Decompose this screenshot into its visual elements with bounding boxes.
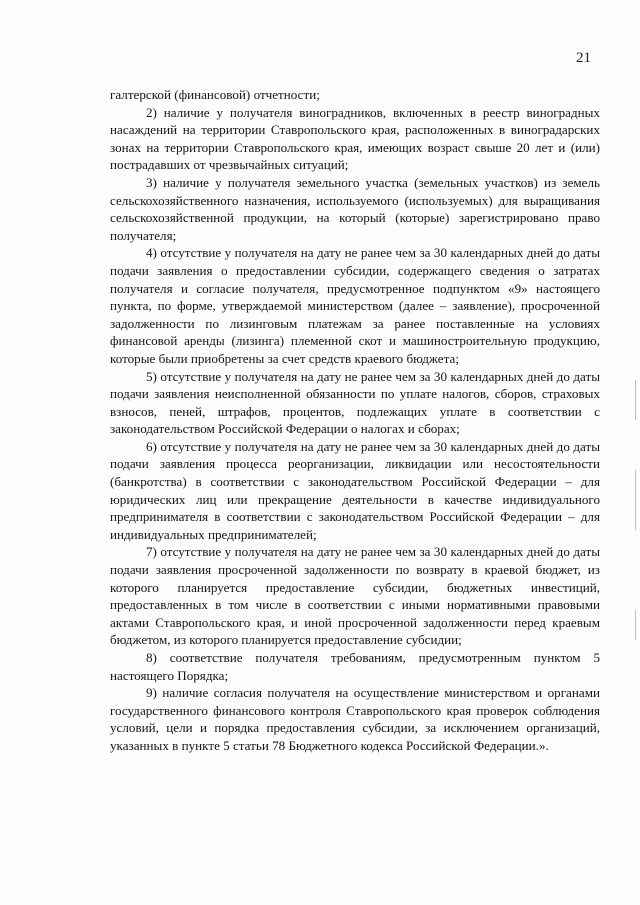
scan-edge-mark: [635, 380, 636, 420]
paragraph-item-8: 8) соответствие получателя требованиям, предусмотренным пунктом 5 настоящего Порядка;: [110, 650, 600, 683]
scan-edge-mark: [635, 610, 636, 640]
paragraph-continuation: галтерской (финансовой) отчетности;: [110, 87, 320, 102]
paragraph-item-7: 7) отсутствие у получателя на дату не ранее чем за 30 календарных дней до даты подачи заявления просроченной задолженности по возврату в краевой бюджет, из которого планируется предоставление субсидии, бюджетных инвестиций, предоставленных в том числе в соответствии с иными нормативными правовыми актами Ставропольского края, и иной просроченной задолженности перед краевым бюджетом, из которого планируется предоставление субсидии;: [110, 544, 600, 648]
paragraph-item-4: 4) отсутствие у получателя на дату не ранее чем за 30 календарных дней до даты подачи заявления о предоставлении субсидии, содержащего сведения о затратах получателя и согласие получателя, предусмотренное подпунктом «9» настоящего пункта, по форме, утверждаемой министерством (далее – заявление), просроченной задолженности по лизинговым платежам за ранее поставленные на условиях финансовой аренды (лизинга) племенной скот и машиностроительную продукцию, которые были приобретены за счет средств краевого бюджета;: [110, 245, 600, 366]
page-number: 21: [576, 50, 591, 66]
paragraph-item-6: 6) отсутствие у получателя на дату не ранее чем за 30 календарных дней до даты подачи заявления процесса реорганизации, ликвидации или несостоятельности (банкротства) в соответствии с законодательством Российской Федерации – для юридических лиц или прекращение деятельности в качестве индивидуального предпринимателя в соответствии с законодательством Российской Федерации – для индивидуальных предпринимателей;: [110, 438, 600, 542]
document-body: [110, 86, 600, 755]
paragraph-item-9: 9) наличие согласия получателя на осуществление министерством и органами государственного финансового контроля Ставропольского края проверок соблюдения условий, цели и порядка предоставления субсидии, за исключением организаций, указанных в пункте 5 статьи 78 Бюджетного кодекса Российской Федерации.».: [110, 685, 600, 753]
paragraph-item-5: 5) отсутствие у получателя на дату не ранее чем за 30 календарных дней до даты подачи заявления неисполненной обязанности по уплате налогов, сборов, страховых взносов, пеней, штрафов, процентов, подлежащих уплате в соответствии с законодательством Российской Федерации о налогах и сборах;: [110, 368, 600, 437]
scan-edge-mark: [635, 470, 636, 530]
paragraph-item-2: 2) наличие у получателя виноградников, включенных в реестр виноградных насаждений на территории Ставропольского края, расположенных в виноградарских зонах на территории Ставропольского края, имеющих возраст свыше 20 лет и (или) пострадавших от чрезвычайных ситуаций;: [110, 104, 600, 173]
paragraph-item-3: 3) наличие у получателя земельного участка (земельных участков) из земель сельскохозяйственного назначения, используемого (используемых) для выращивания сельскохозяйственной продукции, на который (которые) зарегистрировано право получателя;: [110, 174, 600, 243]
